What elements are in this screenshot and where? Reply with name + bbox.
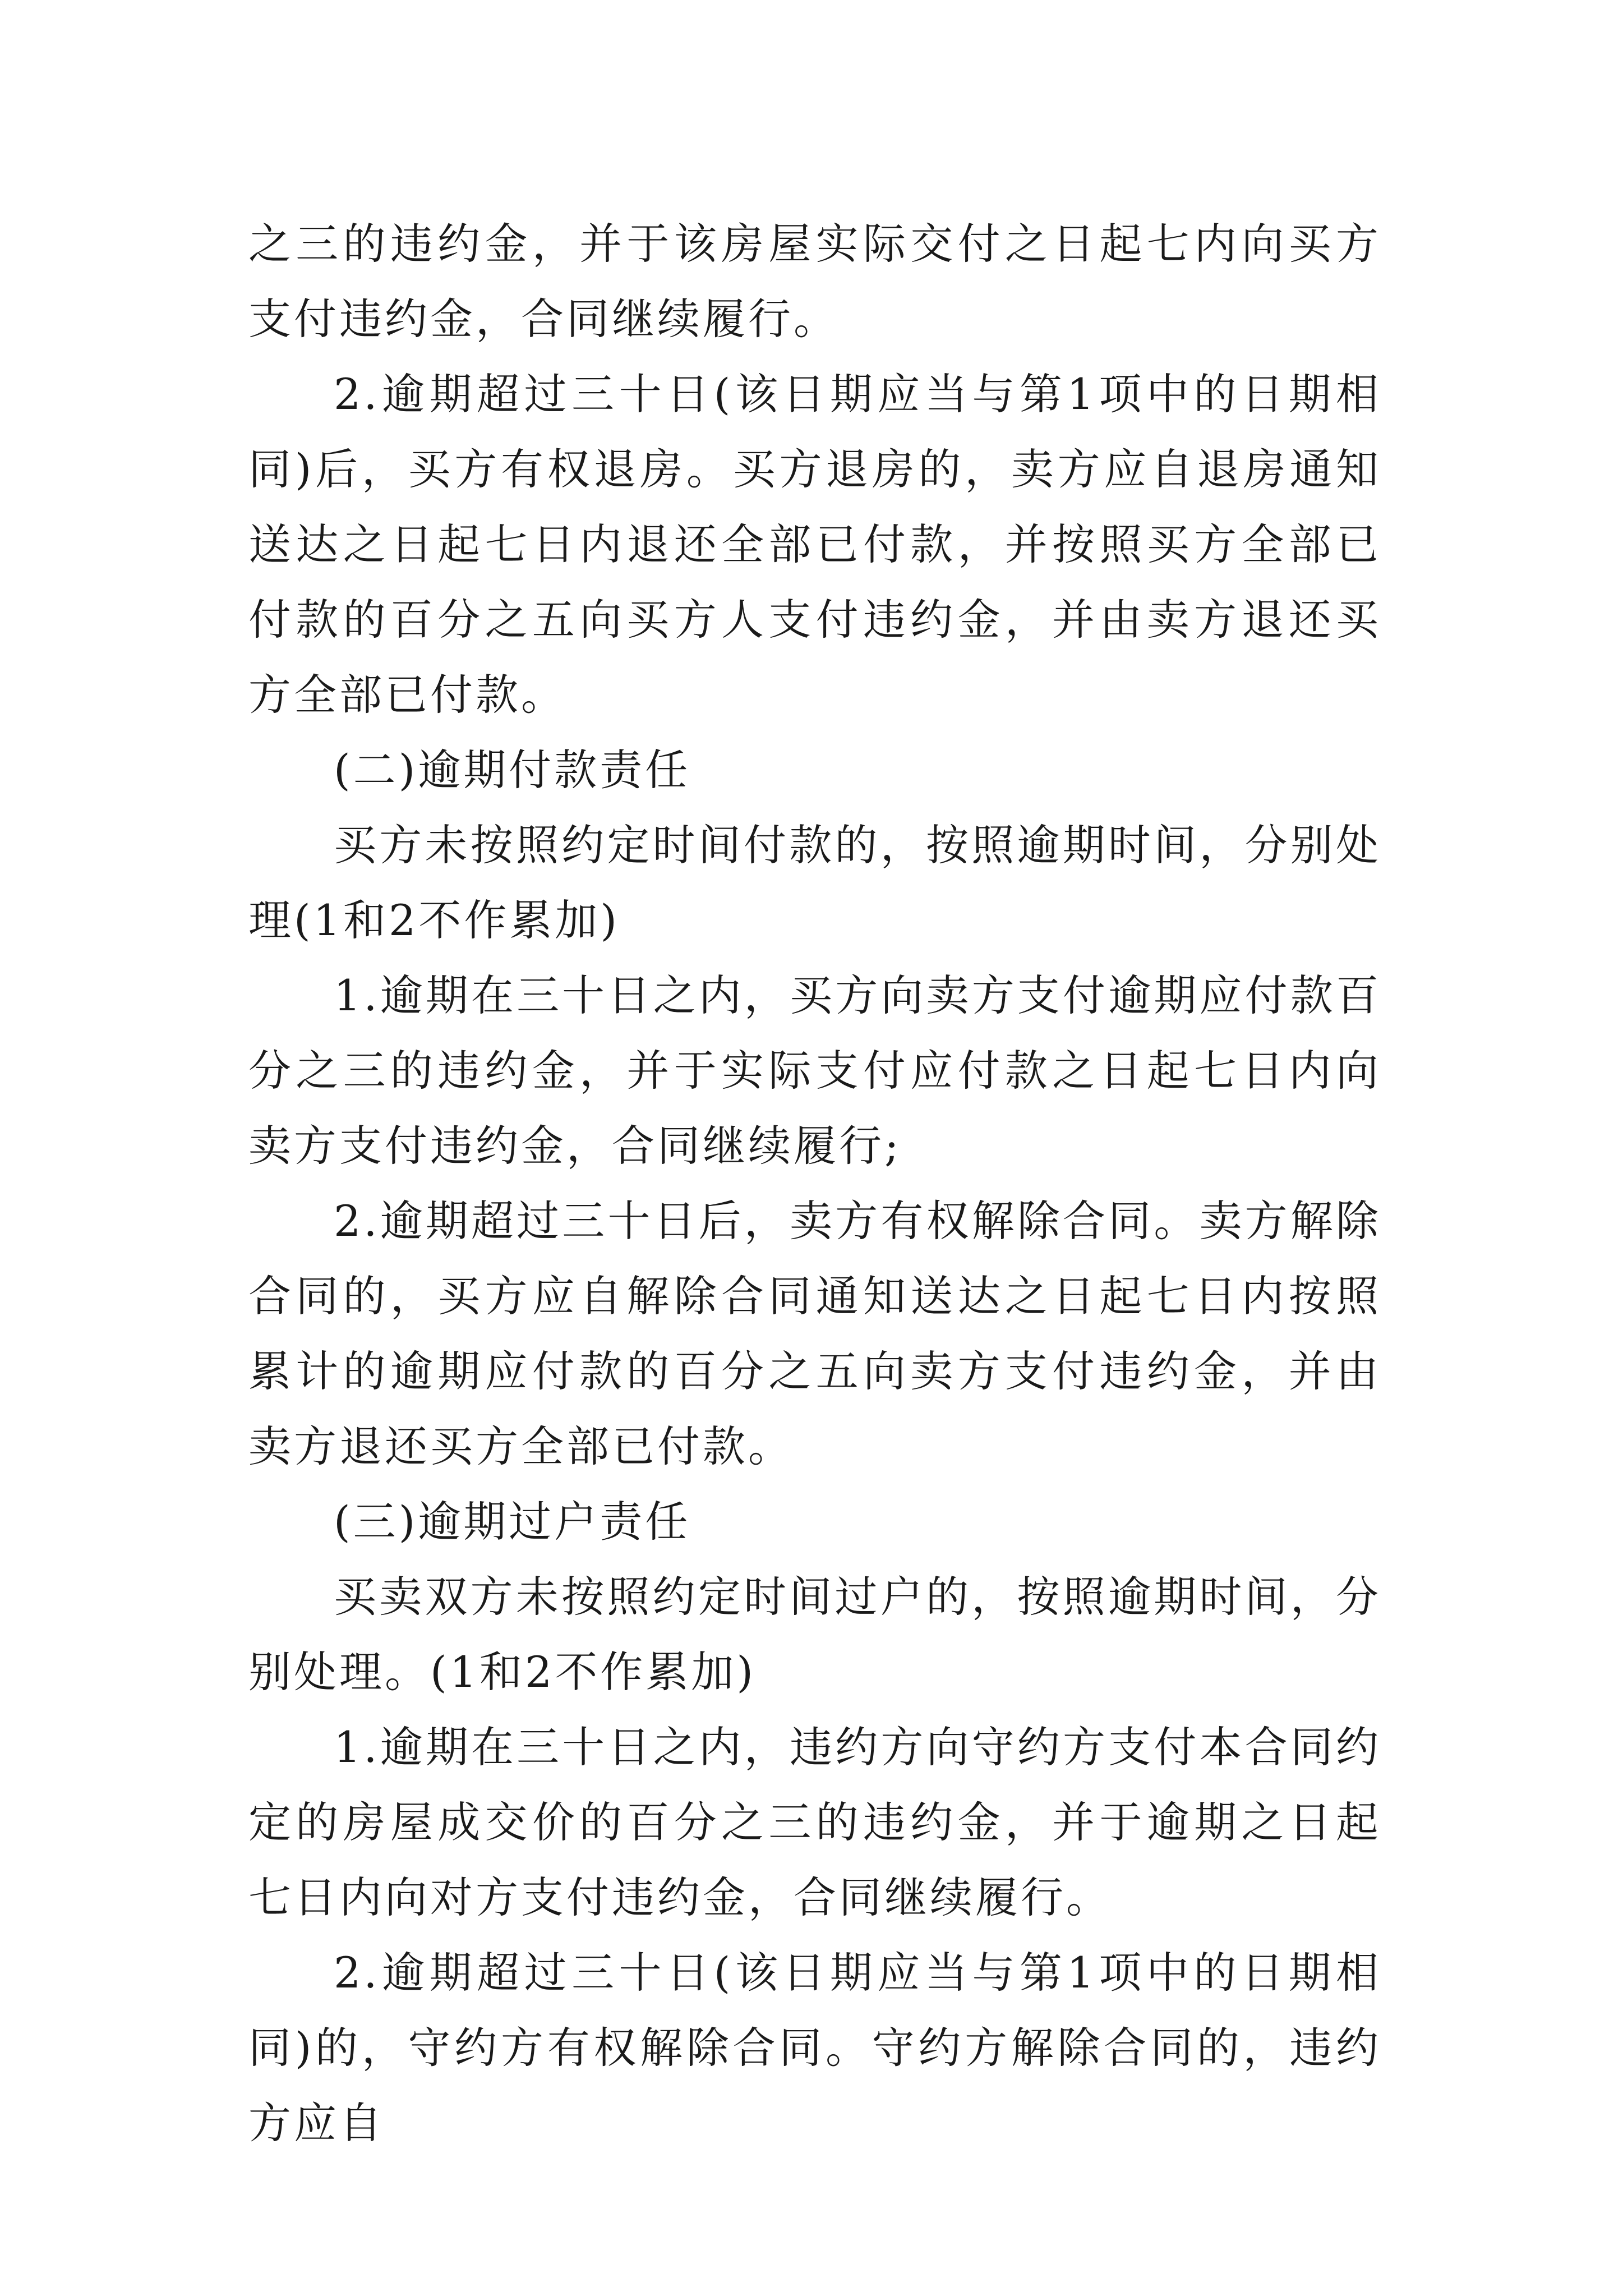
paragraph-overdue-payment-item-1: 1.逾期在三十日之内，买方向卖方支付逾期应付款百分之三的违约金，并于实际支付应付款之日起七日内向卖方支付违约金，合同继续履行; bbox=[248, 970, 1381, 1171]
paragraph-overdue-payment-item-2: 2.逾期超过三十日后，卖方有权解除合同。卖方解除合同的，买方应自解除合同通知送达之日起七日内按照累计的逾期应付款的百分之五向卖方支付违约金，并由卖方退还买方全部已付款。 bbox=[248, 1196, 1381, 1471]
document-body bbox=[248, 206, 1381, 2161]
section-heading-overdue-transfer: (三)逾期过户责任 bbox=[334, 1497, 691, 1547]
paragraph-overdue-transfer-item-2: 2.逾期超过三十日(该日期应当与第1项中的日期相同)的，守约方有权解除合同。守约方解除合同的，违约方应自 bbox=[248, 1948, 1381, 2148]
paragraph-penalty-continuation: 之三的违约金，并于该房屋实际交付之日起七内向买方支付违约金，合同继续履行。 bbox=[248, 219, 1381, 344]
section-heading-overdue-payment: (二)逾期付款责任 bbox=[334, 745, 691, 795]
paragraph-overdue-payment-intro: 买方未按照约定时间付款的，按照逾期时间，分别处理(1和2不作累加) bbox=[248, 820, 1381, 945]
paragraph-overdue-delivery-item-2: 2.逾期超过三十日(该日期应当与第1项中的日期相同)后，买方有权退房。买方退房的，卖方应自退房通知送达之日起七日内退还全部已付款，并按照买方全部已付款的百分之五向买方人支付违约金，并由卖方退还买方全部已付款。 bbox=[248, 369, 1381, 720]
paragraph-overdue-transfer-intro: 买卖双方未按照约定时间过户的，按照逾期时间，分别处理。(1和2不作累加) bbox=[248, 1572, 1381, 1697]
paragraph-overdue-transfer-item-1: 1.逾期在三十日之内，违约方向守约方支付本合同约定的房屋成交价的百分之三的违约金，并于逾期之日起七日内向对方支付违约金，合同继续履行。 bbox=[248, 1722, 1381, 1922]
